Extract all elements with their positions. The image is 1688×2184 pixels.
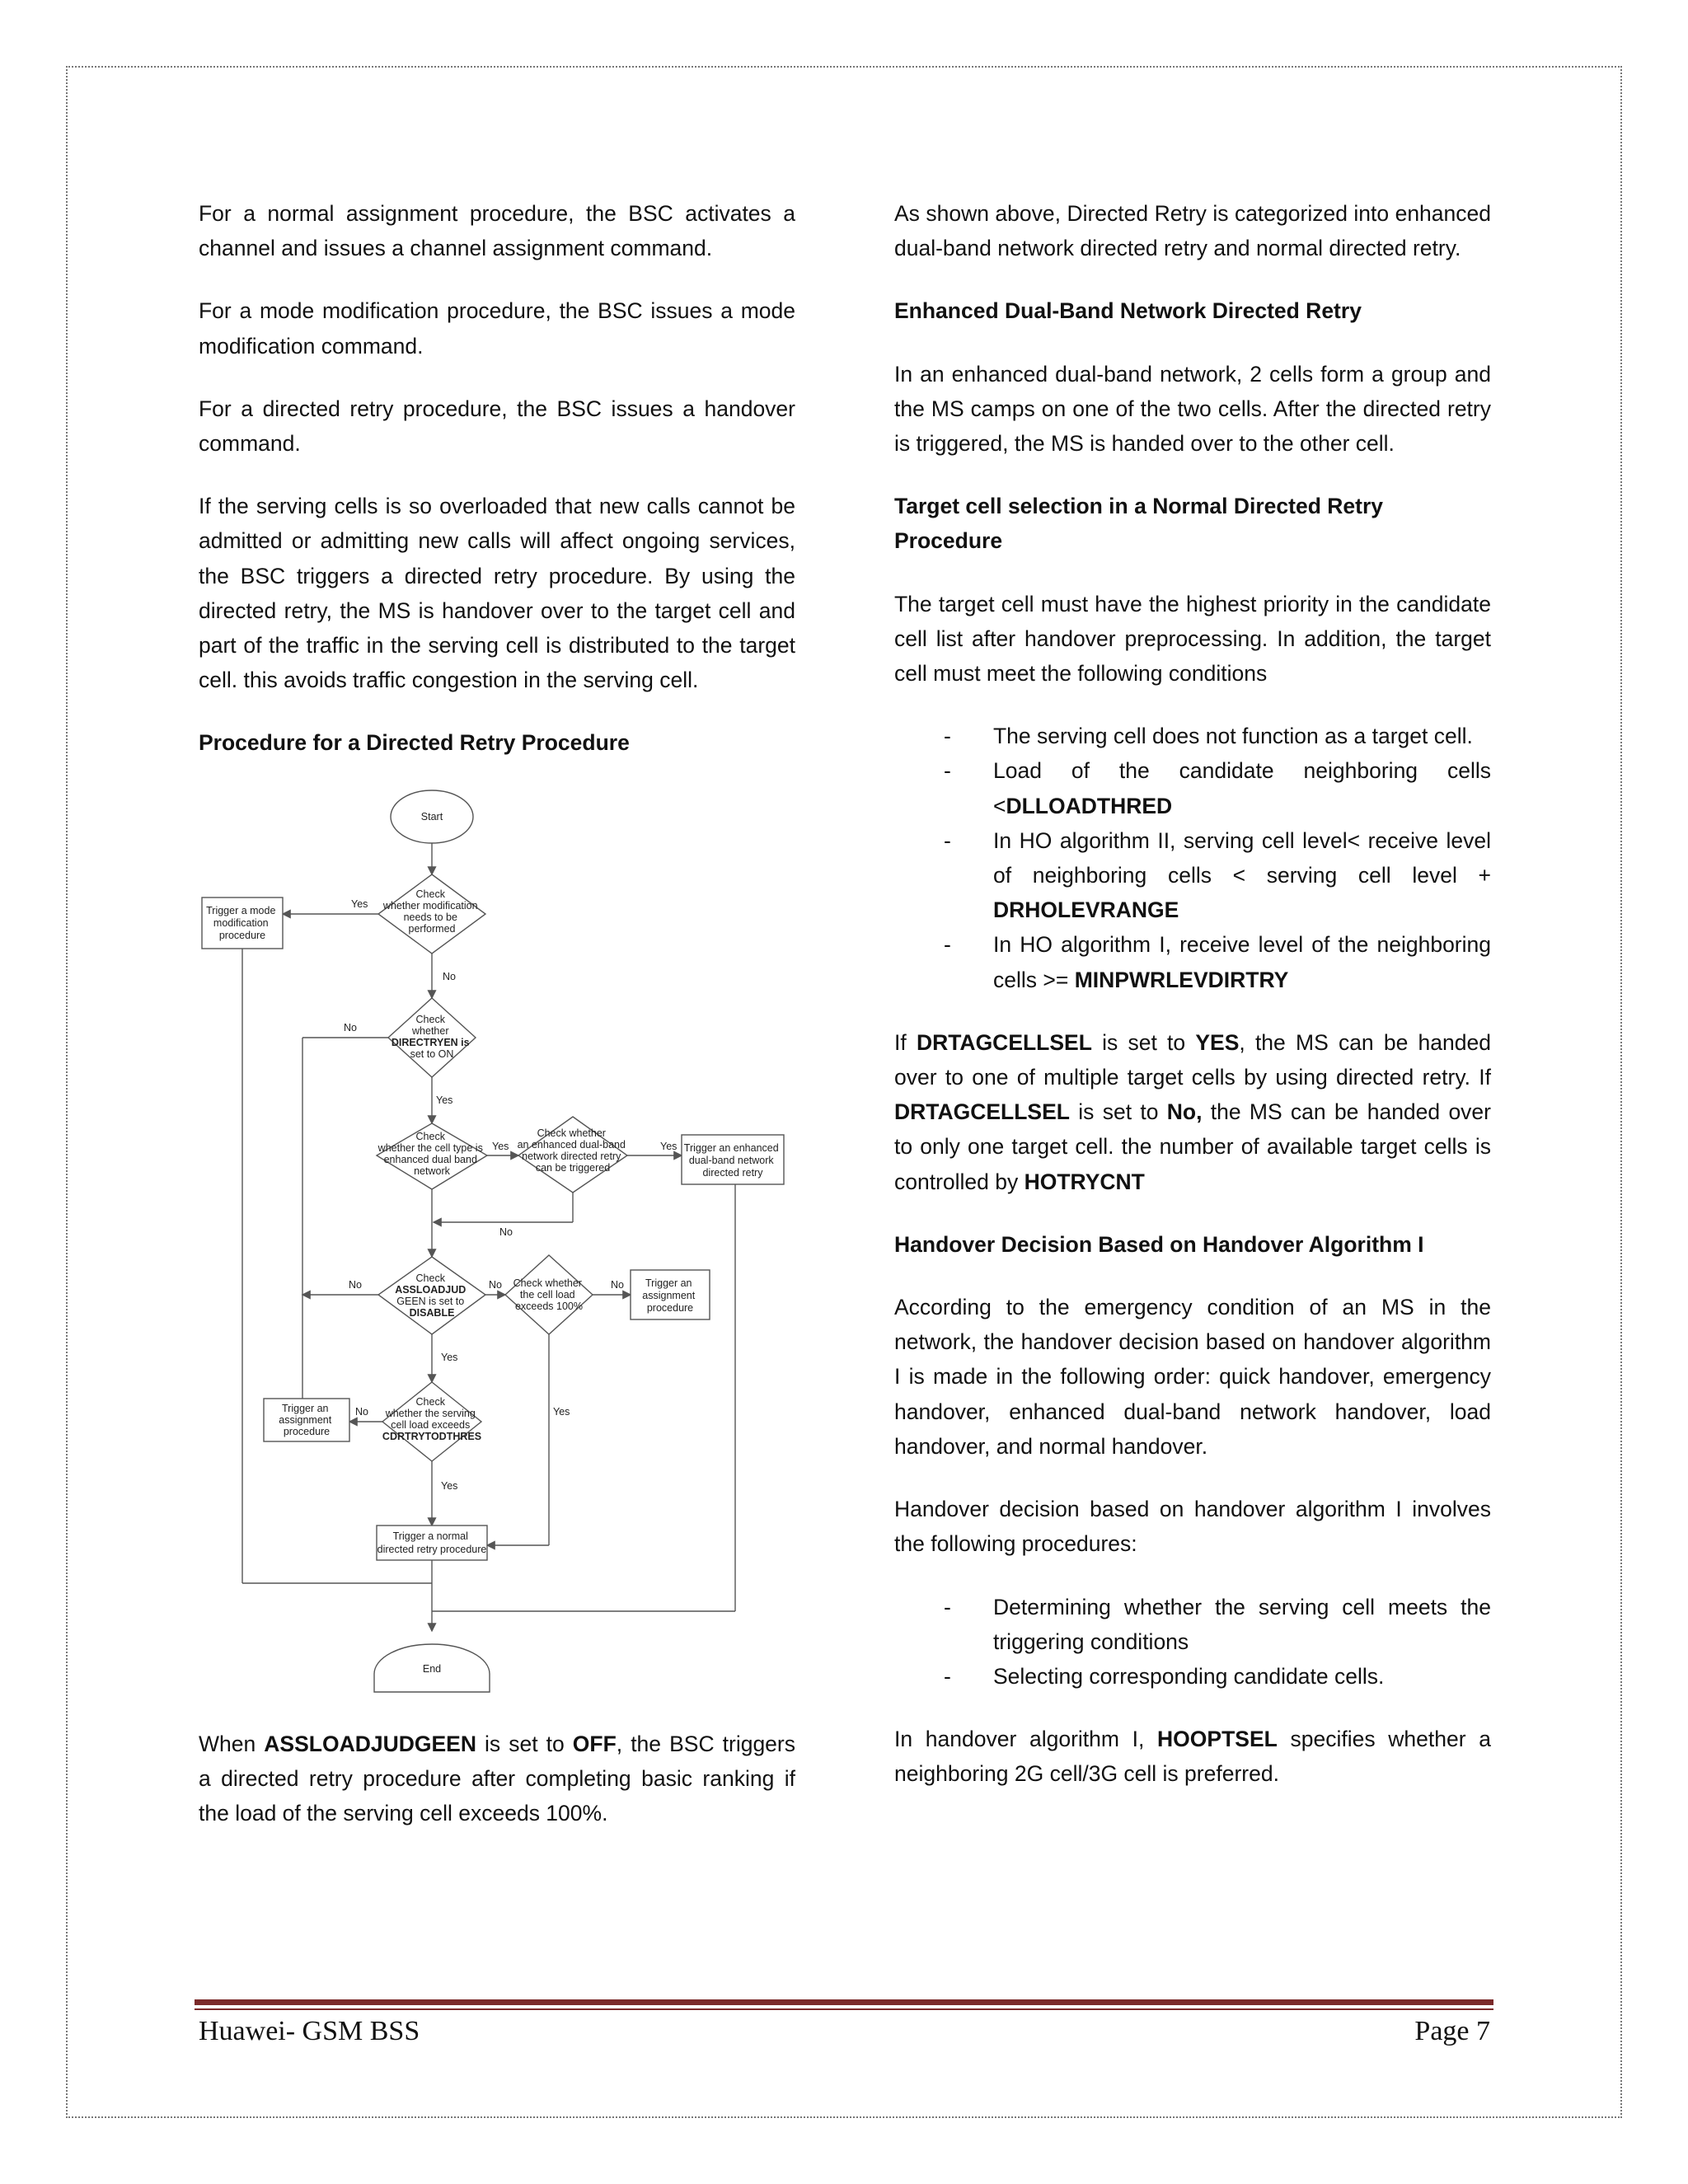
paragraph-categories: As shown above, Directed Retry is categorized into enhanced dual-band network directed retry and normal directed retry.: [894, 201, 1491, 261]
label-no-2: No: [344, 1021, 357, 1033]
decision-directryen-text: Check whether DIRECTRYEN is set to ON: [391, 1013, 470, 1060]
label-yes-1: Yes: [351, 898, 368, 910]
assignment-box-2-text: Trigger an assignment procedure: [279, 1402, 332, 1437]
footer-rule: [195, 1999, 1493, 2005]
left-column: [199, 196, 795, 1858]
label-no-1: No: [443, 970, 456, 982]
paragraph-overload: If the serving cells is so overloaded that new calls cannot be admitted or admitting new calls will affect ongoing services, the BSC triggers a directed retry procedure. By using the directed retry, the MS is handover over to the target cell and part of the traffic in the serving cell is distributed to the target cell. this avoids traffic congestion in the serving cell.: [199, 494, 795, 693]
list-item: - The serving cell does not function as a target cell.: [944, 724, 1473, 749]
decision-enhanced-retry-text: Check whether an enhanced dual-band network directed retry can be triggered: [517, 1127, 626, 1174]
paragraph-target-cell: The target cell must have the highest priority in the candidate cell list after handover preprocessing. In addition, the target cell must meet the following conditions: [894, 591, 1491, 687]
paragraph-directed-retry: For a directed retry procedure, the BSC issues a handover command.: [199, 396, 795, 457]
decision-serving-load-text: Check whether the serving cell load exceeds CDRTRYTODTHRES: [382, 1395, 482, 1442]
list-item: - In HO algorithm II, serving cell level< receive level of neighboring cells < serving cell level + DRHOLEVRANGE: [944, 827, 1491, 923]
list-item: - Determining whether the serving cell meets the triggering conditions: [944, 1594, 1491, 1654]
start-label: Start: [420, 810, 443, 823]
end-label: End: [422, 1662, 442, 1675]
decision-cell-load-text: Check whether the cell load exceeds 100%: [513, 1277, 584, 1312]
heading-enhanced: Enhanced Dual-Band Network Directed Retry: [894, 298, 1362, 324]
decision-modification-text: Check whether modification needs to be performed: [382, 888, 478, 935]
heading-target-cell: Target cell selection in a Normal Directed Retry Procedure: [894, 494, 1384, 554]
procedures-list: [894, 1590, 1491, 1694]
decision-cell-type-text: Check whether the cell type is enhanced dual band network: [377, 1130, 483, 1177]
label-yes-3: Yes: [492, 1140, 509, 1152]
label-no-7: No: [355, 1405, 368, 1418]
enhanced-retry-text: Trigger an enhanced dual-band network directed retry: [683, 1141, 779, 1179]
right-column: [894, 196, 1491, 1820]
directed-retry-flowchart: [199, 789, 795, 1708]
normal-retry-text: Trigger a normal directed retry procedure: [377, 1530, 487, 1555]
list-item: - In HO algorithm I, receive level of the neighboring cells >= MINPWRLEVDIRTRY: [944, 932, 1491, 992]
label-yes-5: Yes: [441, 1351, 458, 1363]
footer-title: Huawei- GSM BSS: [199, 2016, 420, 2046]
label-no-6: No: [611, 1278, 624, 1291]
decision-assloadjudgeen-text: Check ASSLOADJUD GEEN is set to DISABLE: [395, 1272, 467, 1319]
paragraph-drtagcellsel: If DRTAGCELLSEL is set to YES, the MS can be handed over to one of multiple target cells by using directed retry. If DRTAGCELLSEL is set to No, the MS can be handed over to only one target cell. the number of available target cells is controlled by HOTRYCNT: [894, 1029, 1491, 1194]
page-number: Page 7: [1414, 2016, 1490, 2046]
paragraph-emergency: According to the emergency condition of an MS in the network, the handover decision based on handover algorithm I is made in the following order: quick handover, emergency handover, enhanced dual-band network handover, load handover, and normal handover.: [894, 1295, 1491, 1459]
paragraph-assloadjudgeen: When ASSLOADJUDGEEN is set to OFF, the BSC triggers a directed retry procedure after completing basic ranking if the load of the serving cell exceeds 100%.: [199, 1731, 795, 1826]
paragraph-hooptsel: In handover algorithm I, HOOPTSEL specifies whether a neighboring 2G cell/3G cell is preferred.: [894, 1727, 1491, 1787]
label-yes-4: Yes: [660, 1140, 678, 1152]
assignment-box-1-text: Trigger an assignment procedure: [642, 1277, 696, 1314]
heading-procedure: Procedure for a Directed Retry Procedure: [199, 730, 630, 756]
paragraph-enhanced: In an enhanced dual-band network, 2 cells form a group and the MS camps on one of the two cells. After the directed retry is triggered, the MS is handed over to the other cell.: [894, 361, 1491, 457]
label-no-5b: No: [489, 1278, 502, 1291]
list-item: - Load of the candidate neighboring cells <DLLOADTHRED: [944, 758, 1491, 818]
paragraph-procedures: Handover decision based on handover algorithm I involves the following procedures:: [894, 1497, 1491, 1557]
paragraph-normal-assignment: For a normal assignment procedure, the BSC activates a channel and issues a channel assignment command.: [199, 201, 795, 261]
list-item: - Selecting corresponding candidate cells.: [944, 1663, 1385, 1689]
label-yes-6: Yes: [553, 1405, 570, 1418]
flowchart-connectors: [242, 843, 735, 1631]
heading-handover-decision: Handover Decision Based on Handover Algorithm I: [894, 1231, 1424, 1257]
label-no-5a: No: [349, 1278, 362, 1291]
label-yes-2: Yes: [436, 1094, 453, 1106]
label-no-4: No: [499, 1226, 513, 1238]
conditions-list: [894, 719, 1491, 997]
footer-rule-thin: [195, 2008, 1493, 2010]
paragraph-mode-modification: For a mode modification procedure, the BSC issues a mode modification command.: [199, 298, 795, 359]
mode-modification-text: Trigger a mode modification procedure: [206, 904, 276, 941]
label-yes-7: Yes: [441, 1479, 458, 1492]
